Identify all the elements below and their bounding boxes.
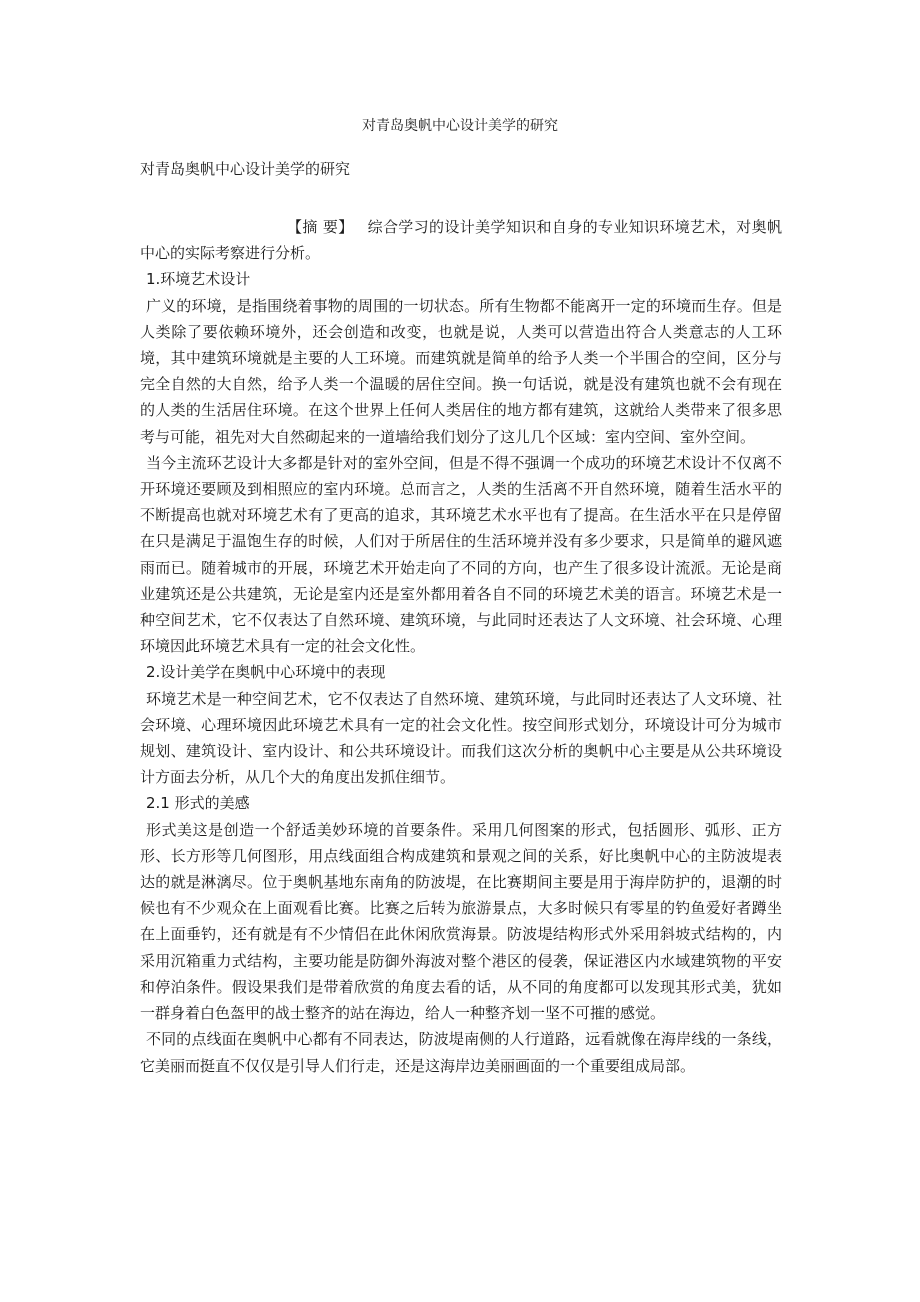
paragraph: 不同的点线面在奥帆中心都有不同表达，防波堤南侧的人行道路，远看就像在海岸线的一条线，它美丽而挺直不仅仅是引导人们行走，还是这海岸边美丽画面的一个重要组成局部。: [140, 1030, 782, 1075]
document-body: [140, 214, 782, 1079]
paragraph: 当今主流环艺设计大多都是针对的室外空间，但是不得不强调一个成功的环境艺术设计不仅离不开环境还要顾及到相照应的室内环境。总而言之，人类的生活离不开自然环境，随着生活水平的不断提高也就对环境艺术有了更高的追求，其环境艺术水平也有了提高。在生活水平在只是停留在只是满足于温饱生存的时候，人们对于所居住的生活环境并没有多少要求，只是简单的避风遮雨而已。随着城市的开展，环境艺术开始走向了不同的方向，也产生了很多设计流派。无论是商业建筑还是公共建筑，无论是室内还是室外都用着各自不同的环境艺术美的语言。环境艺术是一种空间艺术，它不仅表达了自然环境、建筑环境，与此同时还表达了人文环境、社会环境、心理环境因此环境艺术具有一定的社会文化性。: [140, 453, 782, 656]
paragraph: 形式美这是创造一个舒适美妙环境的首要条件。采用几何图案的形式，包括圆形、弧形、正方形、长方形等几何图形，用点线面组合构成建筑和景观之间的关系，好比奥帆中心的主防波堤表达的就是淋漓尽。位于奥帆基地东南角的防波堤，在比赛期间主要是用于海岸防护的，退潮的时候也有不少观众在上面观看比赛。比赛之后转为旅游景点，大多时候只有零星的钓鱼爱好者蹲坐在上面垂钓，还有就是有不少情侣在此休闲欣赏海景。防波堤结构形式外采用斜坡式结构的，内采用沉箱重力式结构，主要功能是防御外海波对整个港区的侵袭，保证港区内水域建筑物的平安和停泊条件。假设果我们是带着欣赏的角度去看的话，从不同的角度都可以发现其形式美，犹如一群身着白色盔甲的战士整齐的站在海边，给人一种整齐划一坚不可摧的感觉。: [140, 820, 782, 1023]
section-heading: 1.环境艺术设计: [146, 270, 251, 289]
document-subtitle: 对青岛奥帆中心设计美学的研究: [140, 160, 351, 178]
document-title: 对青岛奥帆中心设计美学的研究: [362, 118, 558, 134]
section-heading: 2.设计美学在奥帆中心环境中的表现: [146, 663, 386, 682]
paragraph: 环境艺术是一种空间艺术，它不仅表达了自然环境、建筑环境，与此同时还表达了人文环境、社会环境、心理环境因此环境艺术具有一定的社会文化性。按空间形式划分，环境设计可分为城市规划、建筑设计、室内设计、和公共环境设计。而我们这次分析的奥帆中心主要是从公共环境设计方面去分析，从几个大的角度出发抓住细节。: [140, 689, 782, 787]
paragraph: 广义的环境，是指围绕着事物的周围的一切状态。所有生物都不能离开一定的环境而生存。但是人类除了要依赖环境外，还会创造和改变，也就是说，人类可以营造出符合人类意志的人工环境，其中建筑环境就是主要的人工环境。而建筑就是简单的给予人类一个半围合的空间，区分与完全自然的大自然，给予人类一个温暖的居住空间。换一句话说，就是没有建筑也就不会有现在的人类的生活居住环境。在这个世界上任何人类居住的地方都有建筑，这就给人类带来了很多思考与可能，祖先对大自然砌起来的一道墙给我们划分了这儿几个区域：室内空间、室外空间。: [140, 296, 782, 446]
abstract-label: 【摘 要】: [287, 218, 354, 236]
abstract: [140, 214, 782, 266]
abstract-text: 综合学习的设计美学知识和自身的专业知识环境艺术，对奥帆中心的实际考察进行分析。: [140, 218, 782, 263]
section-heading: 2.1 形式的美感: [146, 794, 250, 813]
